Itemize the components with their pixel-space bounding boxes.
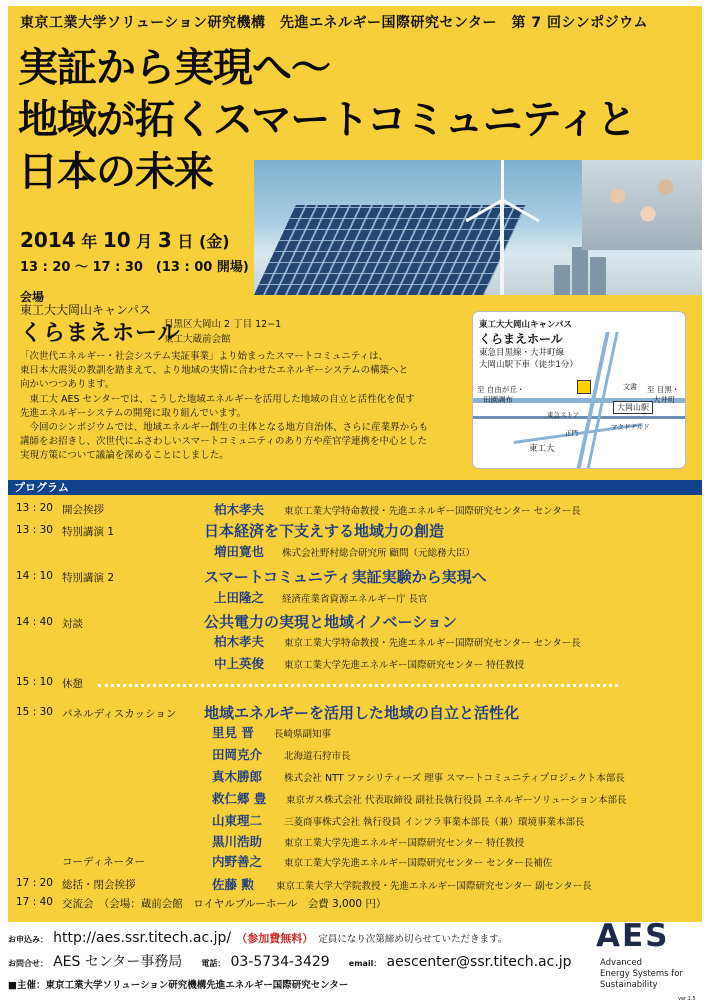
venue-hall: くらまえホール (20, 321, 181, 346)
speaker-affiliation: 経済産業省資源エネルギー庁 長官 (282, 594, 428, 605)
lecture-title: 日本経済を下支えする地域力の創造 (204, 522, 445, 540)
event-date: 2014 年 10 月 3 日 (金) (20, 228, 230, 252)
organizer-heading: 東京工業大学ソリューション研究機構 先進エネルギー国際研究センター 第 7 回シンポジウム (20, 15, 648, 31)
program-time: 14 : 10 (16, 570, 53, 582)
program-header: プログラム (8, 480, 702, 495)
venue-map: 東工大大岡山キャンパス くらまえホール 東急目黒線・大井町線 大岡山駅下車（徒歩1分） 至 自由が丘・ 田園調布 至 目黒・ 大井町 大岡山駅 文書 東急ストア マクドナルド 正門 東工大 (472, 311, 686, 469)
station-label: 大岡山駅 (613, 401, 653, 414)
panelist-name: 田岡克介 (212, 747, 263, 762)
venue-building: 東工大蔵前会館 (164, 334, 231, 345)
title-line-1: 実証から実現へ〜 (18, 45, 330, 91)
speaker-affiliation: 東京工業大学先進エネルギー国際研究センター 特任教授 (284, 660, 525, 671)
program-time: 17 : 40 (16, 896, 53, 908)
panelist-name: 里見 晋 (212, 725, 254, 740)
panelist-affiliation: 株式会社 NTT ファシリティーズ 理事 スマートコミュニティプロジェクト本部長 (284, 773, 625, 784)
program-time: 17 : 20 (16, 877, 53, 889)
program-time: 14 : 40 (16, 616, 53, 628)
program-label: 特別講演 2 (62, 572, 115, 584)
speaker-name: 柏木孝夫 (214, 634, 265, 649)
speaker-affiliation: 東京工業大学大学院教授・先進エネルギー国際研究センター 副センター長 (276, 881, 592, 892)
speaker-affiliation: 東京工業大学特命教授・先進エネルギー国際研究センター センター長 (284, 506, 581, 517)
speaker-name: 佐藤 勲 (212, 877, 254, 892)
free-admission-note: （参加費無料） (236, 932, 314, 945)
speaker-name: 柏木孝夫 (214, 502, 265, 517)
energy-photo-collage (254, 160, 702, 295)
program-label: パネルディスカッション (62, 708, 177, 720)
event-time: 13 : 20 〜 17 : 30 (13 : 00 開場) (20, 260, 249, 275)
program-label: 対談 (62, 618, 83, 630)
venue-label: 会場 (20, 290, 45, 304)
program-time: 15 : 30 (16, 706, 53, 718)
speaker-affiliation: 東京工業大学特命教授・先進エネルギー国際研究センター センター長 (284, 638, 581, 649)
lecture-title: スマートコミュニティ実証実験から実現へ (204, 568, 487, 586)
wind-turbine (500, 200, 504, 295)
intro-text: 「次世代エネルギー・社会システム実証事業」より始まったスマートコミュニティは、 東日本大震災の教訓を踏まえて、より地域の実情に合わせたエネルギーシステムの構築へと 向かいつつあります。 東工大 AES センターでは、こうした地域エネルギーを活用した地域の自立と活性化を促す 先進エネルギーシステムの開発に取り組んでいます。 今回のシンポジウムでは、地域エネルギー創生の主体となる地方自治体、さらに産業界からも 講師をお招きし、次世代にふさわしいスマートコミュニティのあり方や産官学連携を中心とした 実現方策について議論を深めることにしました。 (20, 351, 429, 462)
coordinator-affiliation: 東京工業大学先進エネルギー国際研究センター センター長補佐 (284, 858, 553, 869)
panel-title: 地域エネルギーを活用した地域の自立と活性化 (204, 704, 520, 722)
program-label: 総括・閉会挨拶 (62, 879, 136, 891)
aes-logo: AES Advanced Energy Systems for Sustainability ver 1.5 (596, 918, 696, 1002)
contact-phone: 03-5734-3429 (230, 954, 330, 970)
program-label: 開会挨拶 (62, 504, 104, 516)
panelist-name: 真木勝郎 (212, 769, 263, 784)
venue-address: 目黒区大岡山 2 丁目 12−1 (164, 319, 282, 330)
coordinator-label: コーディネーター (62, 856, 146, 868)
program-time: 13 : 30 (16, 524, 53, 536)
program-time: 15 : 10 (16, 676, 53, 688)
program-label: 休憩 (62, 678, 83, 690)
organizer-line: ■主催：東京工業大学ソリューション研究機構先進エネルギー国際研究センター (8, 980, 349, 991)
panelist-affiliation: 長崎県副知事 (274, 729, 332, 740)
title-line-3: 日本の未来 (18, 149, 213, 195)
panelist-name: 山東理二 (212, 813, 263, 828)
aes-mark: AES (596, 918, 670, 954)
panelist-affiliation: 東京ガス株式会社 代表取締役 副社長執行役員 エネルギーソリューション本部長 (286, 795, 627, 806)
apply-url-link[interactable]: http://aes.ssr.titech.ac.jp/ (53, 930, 232, 946)
program-time: 13 : 20 (16, 502, 53, 514)
apply-row: お申込み： http://aes.ssr.titech.ac.jp/ （参加費無料） 定員になり次第締め切らせていただきます。 (8, 930, 508, 946)
contact-row: お問合せ： AES センター事務局 電話： 03-5734-3429 email： aescenter@ssr.titech.ac.jp (8, 954, 572, 970)
panelist-affiliation: 北海道石狩市長 (284, 751, 351, 762)
speaker-affiliation: 株式会社野村総合研究所 顧問（元総務大臣） (282, 548, 476, 559)
speaker-name: 上田隆之 (214, 590, 265, 605)
panelist-affiliation: 三菱商事株式会社 執行役員 インフラ事業本部長（兼）環境事業本部長 (284, 817, 585, 828)
lecture-title: 公共電力の実現と地域イノベーション (204, 613, 457, 631)
speaker-name: 増田寛也 (214, 544, 265, 559)
program-label: 特別講演 1 (62, 526, 115, 538)
title-line-2: 地域が拓くスマートコミュニティと (18, 97, 636, 143)
contact-email-link[interactable]: aescenter@ssr.titech.ac.jp (386, 954, 572, 970)
venue-campus: 東工大大岡山キャンパス (20, 303, 152, 317)
break-divider (98, 684, 618, 687)
panelist-name: 救仁郷 豊 (212, 791, 267, 806)
meeting-photo (582, 160, 702, 250)
coordinator-name: 内野善之 (212, 854, 263, 869)
speaker-name: 中上英俊 (214, 656, 265, 671)
hall-marker (577, 380, 591, 394)
panelist-affiliation: 東京工業大学先進エネルギー国際研究センター 特任教授 (284, 838, 525, 849)
reception-info: 交流会 （会場：蔵前会館 ロイヤルブルーホール 会費 3,000 円） (62, 898, 387, 910)
panelist-name: 黒川浩助 (212, 834, 263, 849)
